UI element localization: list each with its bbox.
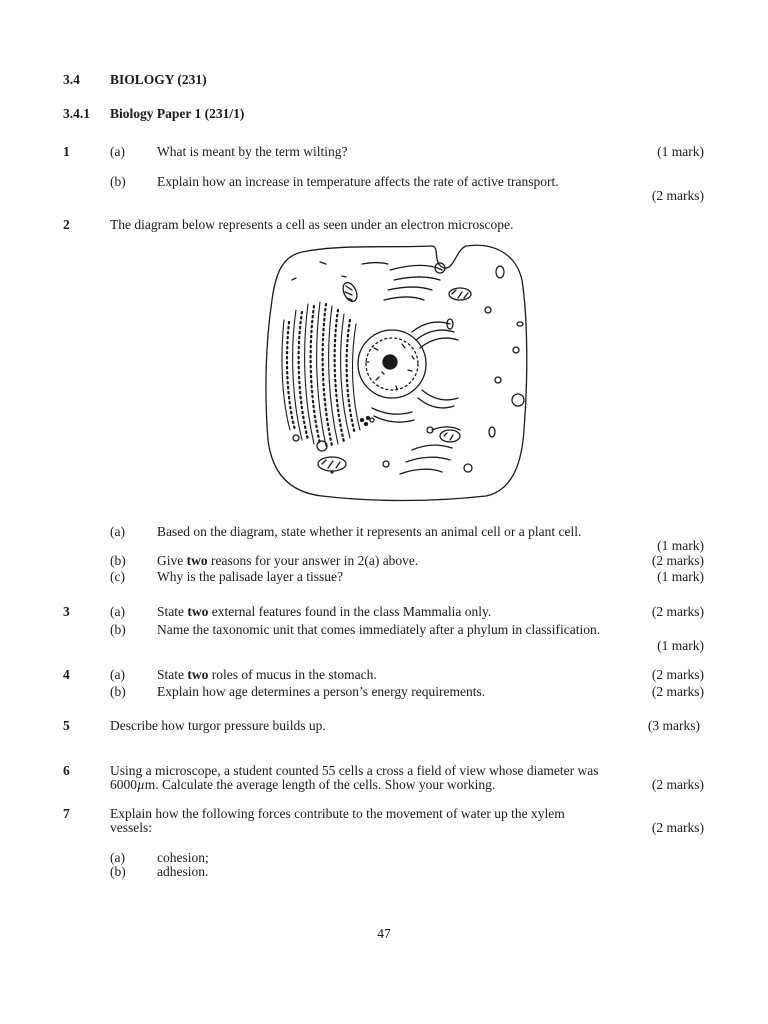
section-title: BIOLOGY (231): [110, 72, 207, 87]
question-4b-marks: (2 marks): [651, 684, 704, 699]
question-2b-text: Give two reasons for your answer in 2(a) above.: [157, 553, 419, 568]
question-3b-marks: (1 mark): [657, 638, 704, 653]
question-7a-text: cohesion;: [157, 850, 209, 865]
question-3b-label: (b): [110, 622, 126, 637]
subsection-number: 3.4.1: [63, 106, 90, 121]
question-7-line-2: vessels:: [110, 820, 152, 835]
question-2b-label: (b): [110, 553, 126, 568]
question-5-number: 5: [63, 718, 70, 733]
question-1b-marks: (2 marks): [651, 188, 704, 203]
endoplasmic-reticulum: [282, 302, 360, 446]
question-7b-text: adhesion.: [157, 864, 209, 879]
section-number: 3.4: [63, 72, 80, 87]
question-3b-text: Name the taxonomic unit that comes immediately after a phylum in classification.: [157, 622, 601, 637]
question-4a-text: State two roles of mucus in the stomach.: [157, 667, 377, 682]
question-7-marks: (2 marks): [651, 820, 704, 835]
question-7-line-1: Explain how the following forces contribute to the movement of water up the xylem: [110, 806, 565, 821]
question-1b-text: Explain how an increase in temperature affects the rate of active transport.: [157, 174, 559, 189]
cell-diagram: [262, 240, 534, 502]
page-number: 47: [377, 926, 391, 941]
question-6-line-2: 6000µm. Calculate the average length of the cells. Show your working.: [110, 777, 496, 792]
vesicles: [293, 263, 524, 473]
nucleolus: [383, 355, 397, 369]
question-2c-text: Why is the palisade layer a tissue?: [157, 569, 343, 584]
question-6-marks: (2 marks): [651, 777, 704, 792]
question-5-text: Describe how turgor pressure builds up.: [110, 718, 326, 733]
question-2c-label: (c): [110, 569, 125, 584]
cytoplasm-membranes: [292, 262, 460, 474]
question-3a-label: (a): [110, 604, 125, 619]
question-4b-text: Explain how age determines a person’s energy requirements.: [157, 684, 486, 699]
question-1a-label: (a): [110, 144, 125, 159]
question-2a-marks: (1 mark): [657, 538, 704, 553]
question-1a-text: What is meant by the term wilting?: [157, 144, 348, 159]
golgi-apparatus: [372, 322, 458, 422]
question-6-number: 6: [63, 763, 70, 778]
question-7-number: 7: [63, 806, 70, 821]
subsection-title: Biology Paper 1 (231/1): [110, 106, 245, 121]
question-2b-marks: (2 marks): [651, 553, 704, 568]
question-2a-text: Based on the diagram, state whether it represents an animal cell or a plant cell.: [157, 524, 582, 539]
question-1-number: 1: [63, 144, 70, 159]
question-1a-marks: (1 mark): [657, 144, 704, 159]
question-2-number: 2: [63, 217, 70, 232]
question-3a-marks: (2 marks): [651, 604, 704, 619]
question-5-marks: (3 marks): [647, 718, 700, 733]
question-2c-marks: (1 mark): [657, 569, 704, 584]
question-2-intro: The diagram below represents a cell as seen under an electron microscope.: [110, 217, 514, 232]
question-4a-label: (a): [110, 667, 125, 682]
question-3a-text: State two external features found in the class Mammalia only.: [157, 604, 492, 619]
question-4b-label: (b): [110, 684, 126, 699]
question-4a-marks: (2 marks): [651, 667, 704, 682]
question-7b-label: (b): [110, 864, 126, 879]
question-1b-label: (b): [110, 174, 126, 189]
question-2a-label: (a): [110, 524, 125, 539]
question-3-number: 3: [63, 604, 70, 619]
question-7a-label: (a): [110, 850, 125, 865]
question-4-number: 4: [63, 667, 70, 682]
question-6-line-1: Using a microscope, a student counted 55 cells a cross a field of view whose diameter was: [110, 763, 599, 778]
